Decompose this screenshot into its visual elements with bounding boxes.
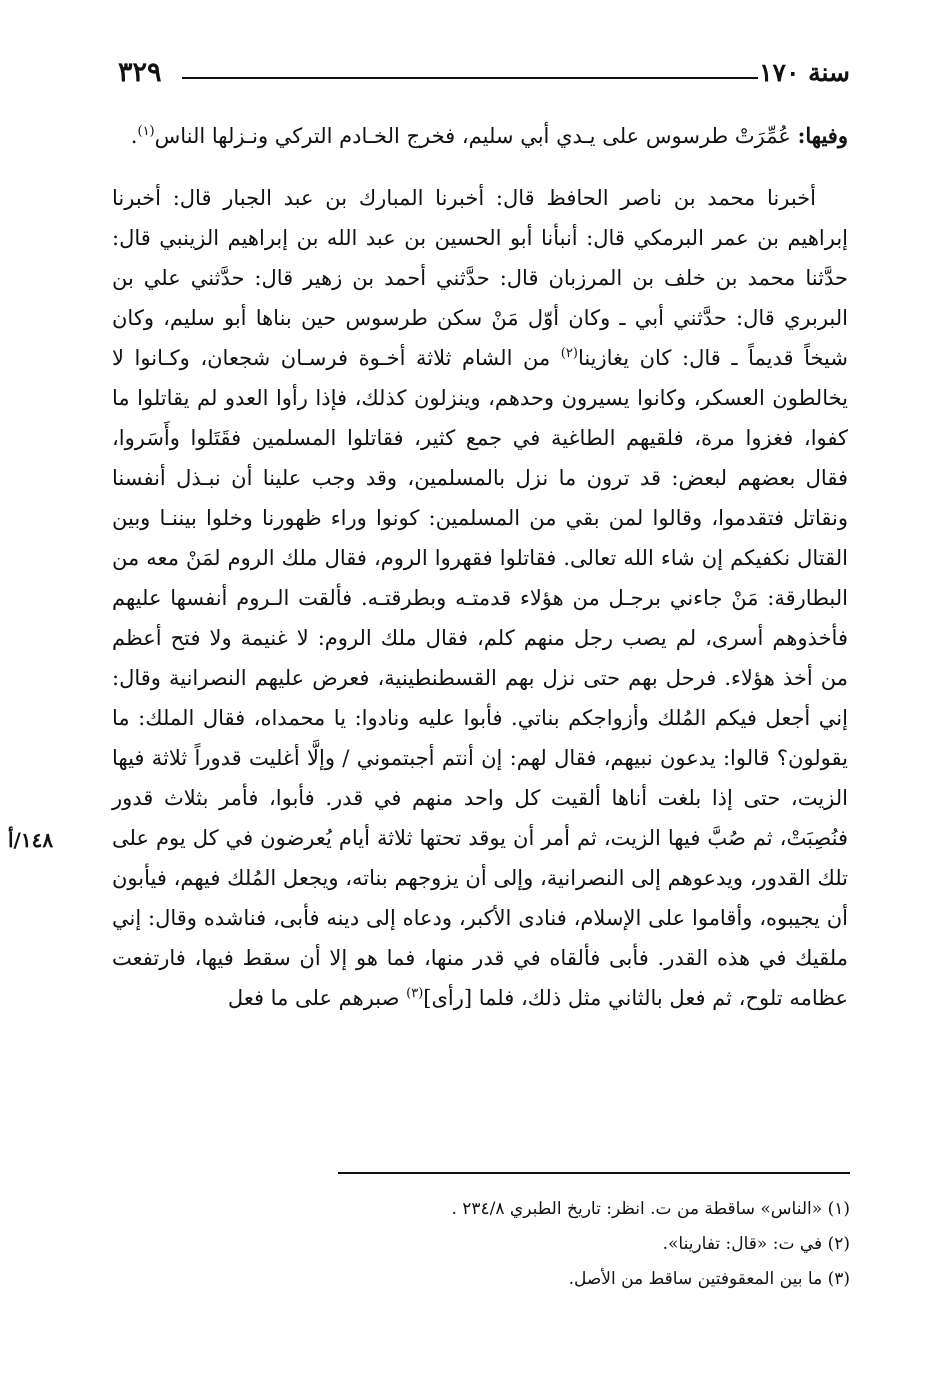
footnote-ref-1: (١)	[137, 124, 155, 139]
lead-word: وفيها:	[797, 123, 848, 148]
paragraph-1-text: عُمِّرَتْ طرسوس على يـدي أبي سليم، فخرج الخـادم التركي ونـزلها الناس	[154, 124, 791, 148]
header-year-label: سنة ١٧٠	[759, 58, 850, 87]
paragraph-2-part-c: صبرهم على ما فعل	[227, 986, 407, 1010]
footnote-1: (١) «الناس» ساقطة من ت. انظر: تاريخ الطبري ٢٣٤/٨ .	[451, 1199, 850, 1219]
footnote-ref-3: (٣)	[406, 986, 424, 1001]
footnote-2: (٢) في ت: «قال: تفارينا».	[662, 1234, 850, 1254]
paragraph-2-part-b: من الشام ثلاثة أخـوة فرسـان شجعان، وكـانوا لا يخالطون العسكر، وكانوا يسيرون وحدهم، وينزلون كذلك، فإذا رأوا العدو لم يقاتلوا ما كفوا، فغزوا مرة، فلقيهم الطاغية في جمع كثير، فقاتلوا المسلمين فقَتَلوا وأَسَروا، فقال بعضهم لبعض: قد ترون ما نزل بالمسلمين، وقد وجب علينا أن نبـذل أنفسنا ونقاتل فتقدموا، وقالوا لمن بقي من المسلمين: كونوا وراء ظهورنا وخلوا بيننـا وبين القتال نكفيكم إن شاء الله تعالى. فقاتلوا فقهروا الروم، فقال ملك الروم لمَنْ معه من البطارقة: مَنْ جاءني برجـل من هؤلاء قدمتـه وبطرقتـه. فألقت الـروم أنفسها عليهم فأخذوهم أسرى، لم يصب رجل منهم كلم، فقال ملك الروم: لا غنيمة ولا فتح أعظم من أخذ هؤلاء. فرحل بهم حتى نزل بهم القسطنطينية، فعرض عليهم النصرانية وقال: إني أجعل فيكم المُلك وأزواجكم بناتي. فأبوا عليه ونادوا: يا محمداه، فقال الملك: ما يقولون؟ قالوا: يدعون نبيهم، فقال لهم: إن أنتم أجبتموني / وإلَّا أغليت قدوراً ثلاثة فيها الزيت، حتى إذا بلغت أناها ألقيت كل واحد منهم في قدر. فأبوا، فأمر بثلاث قدور فنُصِبَتْ، ثم صُبَّ فيها الزيت، ثم أمر أن يوقد تحتها ثلاثة أيام يُعرضون في كل يوم على تلك القدور، ويدعوهم إلى النصرانية، وإلى أن يزوجهم بناته، ويجعل المُلك فيهم، فيأبون أن يجيبوه، وأقاموا على الإسلام، فنادى الأكبر، ودعاه إلى دينه فأبى، فناشده وقال: إني ملقيك في هذه القدر. فأبى فألقاه في قدر منها، فما هو إلا أن سقط فيها، فارتفعت عظامه تلوح، ثم فعل بالثاني مثل ذلك، فلما [رأى]	[112, 346, 848, 1010]
header-rule	[182, 77, 758, 79]
running-header	[118, 56, 850, 92]
footnote-3: (٣) ما بين المعقوفتين ساقط من الأصل.	[568, 1269, 850, 1289]
footnote-rule	[338, 1172, 850, 1174]
main-text	[112, 116, 848, 1018]
footnotes	[114, 1192, 850, 1297]
paragraph-1	[112, 116, 848, 156]
paragraph-2-part-a: أخبرنا محمد بن ناصر الحافظ قال: أخبرنا المبارك بن عبد الجبار قال: أخبرنا إبراهيم بن عمر البرمكي قال: أنبأنا أبو الحسين بن عبد الله بن إبراهيم الزينبي قال: حدَّثنا محمد بن خلف بن المرزبان قال: حدَّثني أحمد بن زهير قال: حدَّثني علي بن البربري قال: حدَّثني أبي ـ وكان أوّل مَنْ سكن طرسوس حين بناها أبو سليم، وكان شيخاً قديماً ـ قال: كان يغازينا	[112, 186, 848, 370]
margin-folio-marker: ١٤٨/أ	[8, 828, 54, 852]
footnote-ref-2: (٢)	[560, 346, 578, 361]
paragraph-1-end: .	[130, 124, 138, 148]
page-number: ٣٢٩	[118, 57, 162, 88]
paragraph-2	[112, 178, 848, 1018]
